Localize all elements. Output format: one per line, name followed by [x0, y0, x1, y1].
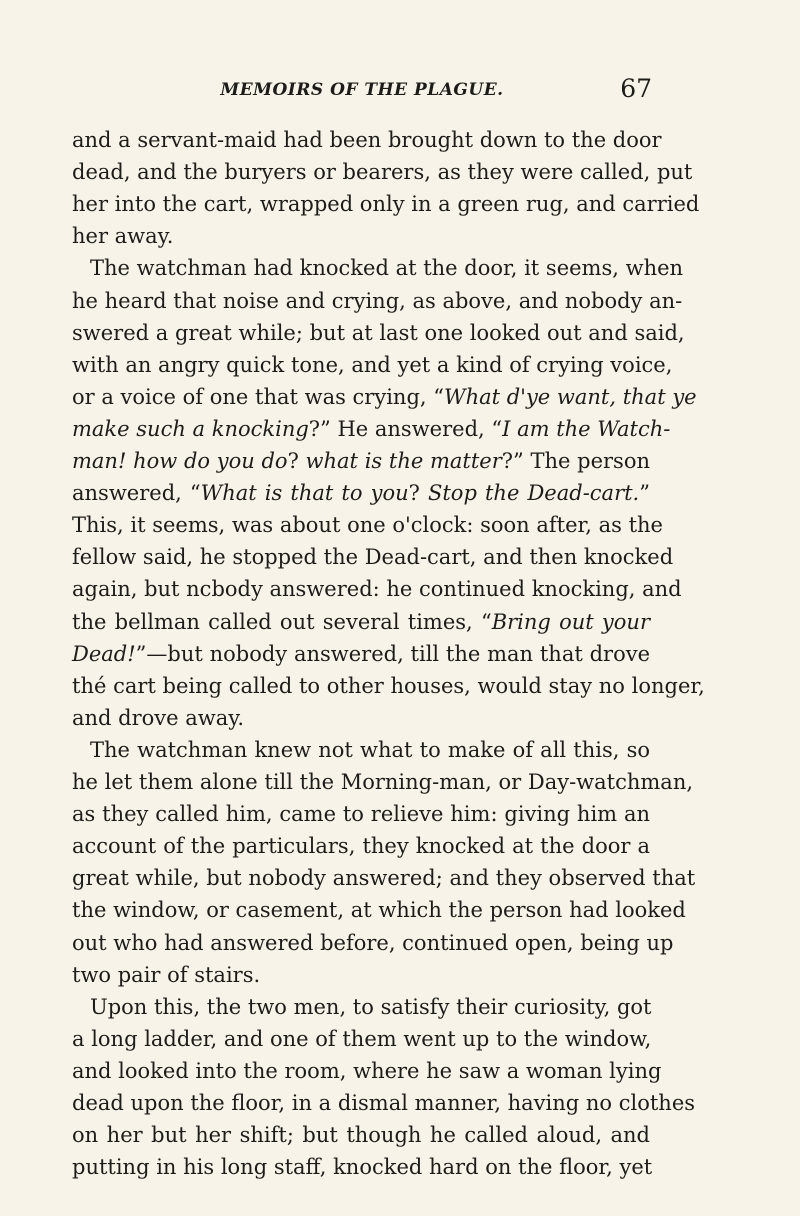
text-line: [72, 413, 671, 445]
text-line: [72, 509, 663, 541]
text-segment: with an angry quick tone, and yet a kind of crying voice,: [72, 352, 673, 377]
text-segment: make such a knocking: [72, 416, 309, 441]
text-line: [72, 766, 694, 798]
text-line: [72, 830, 650, 862]
text-line: [72, 573, 682, 605]
text-line: [72, 349, 673, 381]
text-segment: out who had answered before, continued open, being up: [72, 930, 674, 955]
text-segment: two pair of stairs.: [72, 962, 261, 987]
text-line: [72, 381, 697, 413]
text-line: [72, 798, 650, 830]
text-segment: a long ladder, and one of them went up to the window,: [72, 1026, 652, 1051]
text-line: [72, 252, 684, 284]
page-number: 67: [620, 74, 652, 103]
text-segment: as they called him, came to relieve him: giving him an: [72, 802, 650, 827]
text-line: [72, 702, 650, 734]
running-title: MEMOIRS OF THE PLAGUE.: [220, 80, 504, 100]
text-segment: ?: [287, 449, 306, 473]
text-segment: The watchman had knocked at the door, it seems, when: [90, 256, 684, 281]
text-segment: What d'ye want, that ye: [443, 384, 697, 409]
text-segment: great while, but nobody answered; and they observed that: [72, 866, 696, 891]
text-line: [72, 445, 650, 477]
text-segment: or a voice of one that was crying, “: [72, 384, 444, 409]
text-segment: account of the particulars, they knocked at the door a: [72, 834, 650, 859]
text-segment: What is that to you: [200, 481, 409, 506]
text-segment: he let them alone till the Morning-man, or Day-watchman,: [72, 770, 694, 794]
text-segment: Bring out your: [491, 609, 650, 634]
text-segment: This, it seems, was about one o'clock: soon after, as the: [72, 513, 663, 538]
text-segment: man! how do you do: [72, 449, 288, 473]
text-segment: putting in his long staff, knocked hard on the floor, yet: [72, 1155, 653, 1180]
text-line: [72, 927, 674, 959]
text-line: [72, 188, 700, 220]
text-segment: the bellman called out several times, “: [72, 609, 492, 634]
text-segment: I am the Watch-: [502, 416, 671, 441]
text-segment: and a servant-maid had been brought down to the door: [72, 128, 662, 152]
text-line: [72, 734, 650, 766]
text-segment: dead upon the floor, in a dismal manner, having no clothes: [72, 1091, 696, 1115]
text-segment: thé cart being called to other houses, would stay no longer,: [72, 673, 705, 698]
text-line: [72, 220, 650, 252]
text-segment: and drove away.: [72, 705, 245, 730]
text-segment: dead, and the buryers or bearers, as they were called, put: [72, 160, 693, 185]
text-line: [72, 894, 686, 926]
text-segment: Stop the Dead-cart.: [427, 481, 640, 506]
text-segment: on her but her shift; but though he called aloud, and: [72, 1123, 650, 1148]
text-segment: ”: [639, 481, 650, 506]
text-line: [72, 541, 674, 573]
text-segment: The watchman knew not what to make of all this, so: [90, 737, 650, 762]
text-segment: her into the cart, wrapped only in a green rug, and carried: [72, 192, 700, 217]
text-line: [72, 862, 696, 894]
text-line: [72, 477, 650, 509]
text-line: [72, 124, 662, 156]
text-segment: ”—but nobody answered, till the man that drove: [135, 641, 650, 666]
text-segment: what is the matter: [305, 449, 502, 473]
text-line: [72, 670, 705, 702]
text-line: [72, 991, 650, 1023]
text-segment: ?” The person: [501, 449, 650, 473]
text-line: [72, 1023, 650, 1055]
text-segment: answered, “: [72, 481, 201, 506]
text-segment: he heard that noise and crying, as above, and nobody an-: [72, 288, 683, 313]
text-segment: ?: [408, 481, 428, 506]
text-segment: Upon this, the two men, to satisfy their curiosity, got: [90, 994, 652, 1019]
text-line: [72, 959, 650, 991]
text-line: [72, 606, 650, 638]
text-segment: ?” He answered, “: [308, 416, 503, 441]
text-line: [72, 1119, 650, 1151]
text-segment: the window, or casement, at which the person had looked: [72, 898, 686, 923]
text-line: [72, 638, 650, 670]
text-line: [72, 1151, 653, 1183]
text-segment: and looked into the room, where he saw a woman lying: [72, 1058, 662, 1083]
text-segment: her away.: [72, 224, 174, 249]
text-line: [72, 156, 693, 188]
text-segment: swered a great while; but at last one looked out and said,: [72, 320, 685, 345]
text-segment: fellow said, he stopped the Dead-cart, and then knocked: [72, 545, 674, 570]
text-line: [72, 285, 683, 317]
text-line: [72, 317, 685, 349]
text-line: [72, 1087, 696, 1119]
page-header: [72, 74, 652, 108]
text-segment: Dead!: [72, 641, 136, 666]
text-line: [72, 1055, 662, 1087]
text-segment: again, but ncbody answered: he continued knocking, and: [72, 577, 682, 602]
